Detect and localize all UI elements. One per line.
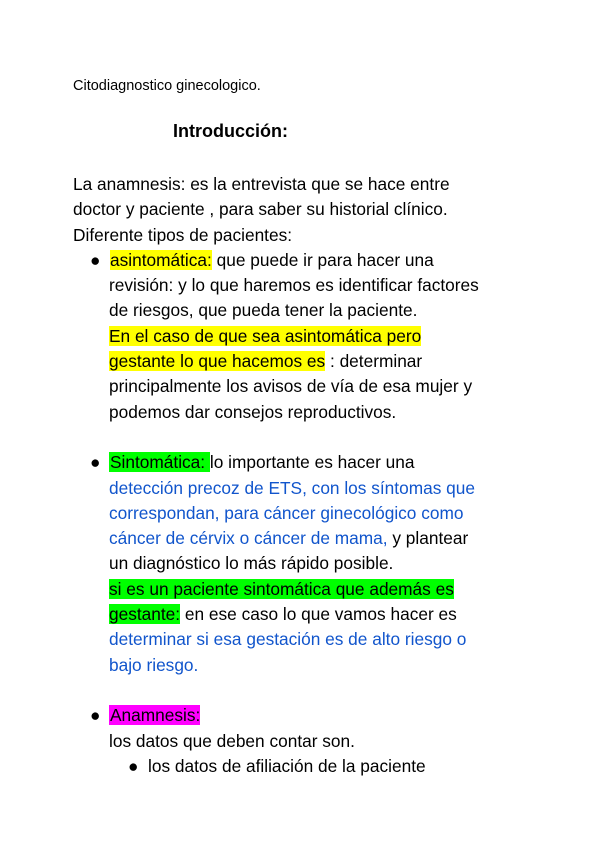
list-item-sintomatica: [73, 450, 583, 678]
bullet-icon: ●: [90, 452, 101, 473]
list-item-anamnesis: [73, 703, 583, 779]
asintomatica-line-7: podemos dar consejos reproductivos.: [109, 401, 397, 422]
sintomatica-line-5: un diagnóstico lo más rápido posible.: [109, 553, 394, 574]
sub-list-item: [73, 754, 583, 779]
sintomatica-blue-line-9: bajo riesgo.: [109, 654, 199, 675]
sintomatica-text: lo importante es hacer una: [209, 452, 415, 473]
sub-item-text: los datos de afiliación de la paciente: [148, 755, 426, 776]
paragraph-gap: [73, 678, 583, 703]
section-heading: Introducción:: [173, 121, 288, 141]
sintomatica-blue-line-4: cáncer de cérvix o cáncer de mama,: [109, 528, 388, 549]
document-title: Citodiagnostico ginecologico.: [73, 78, 261, 94]
sintomatica-blue-line-8: determinar si esa gestación es de alto riesgo o: [109, 629, 467, 650]
list-item-asintomatica: [73, 248, 583, 425]
intro-line-2: doctor y paciente , para saber su historial clínico.: [73, 199, 448, 220]
intro-line-1: La anamnesis: es la entrevista que se hace entre: [73, 174, 450, 194]
sintomatica-text: y plantear: [387, 528, 469, 549]
sintomatica-text: en ese caso lo que vamos hacer es: [180, 604, 457, 625]
term-asintomatica: asintomática:: [110, 249, 212, 270]
asintomatica-text: que puede ir para hacer una: [211, 249, 434, 270]
document-body: [73, 172, 583, 779]
asintomatica-highlight-1: En el caso de que sea asintomática pero: [109, 325, 422, 346]
anamnesis-line-1: los datos que deben contar son.: [109, 730, 355, 751]
paragraph-gap: [73, 425, 583, 450]
asintomatica-highlight-2: gestante lo que hacemos es: [109, 351, 326, 372]
intro-line-3: Diferente tipos de pacientes:: [73, 224, 293, 245]
asintomatica-line-3: de riesgos, que pueda tener la paciente.: [109, 300, 418, 321]
sintomatica-blue-line-2: detección precoz de ETS, con los síntomas que: [109, 477, 475, 498]
term-sintomatica: Sintomática:: [110, 452, 210, 473]
asintomatica-line-2: revisión: y lo que haremos es identificar factores: [109, 275, 479, 296]
sintomatica-blue-line-3: correspondan, para cáncer ginecológico como: [109, 502, 464, 523]
asintomatica-line-6: principalmente los avisos de vía de esa mujer y: [109, 376, 473, 397]
bullet-icon: ●: [90, 249, 101, 270]
bullet-icon: ●: [128, 755, 139, 776]
bullet-icon: ●: [90, 705, 101, 726]
sintomatica-highlight-2: gestante:: [109, 604, 181, 625]
term-anamnesis: Anamnesis:: [110, 705, 201, 726]
sintomatica-highlight-1: si es un paciente sintomática que además es: [109, 578, 454, 599]
asintomatica-text: : determinar: [325, 351, 423, 372]
